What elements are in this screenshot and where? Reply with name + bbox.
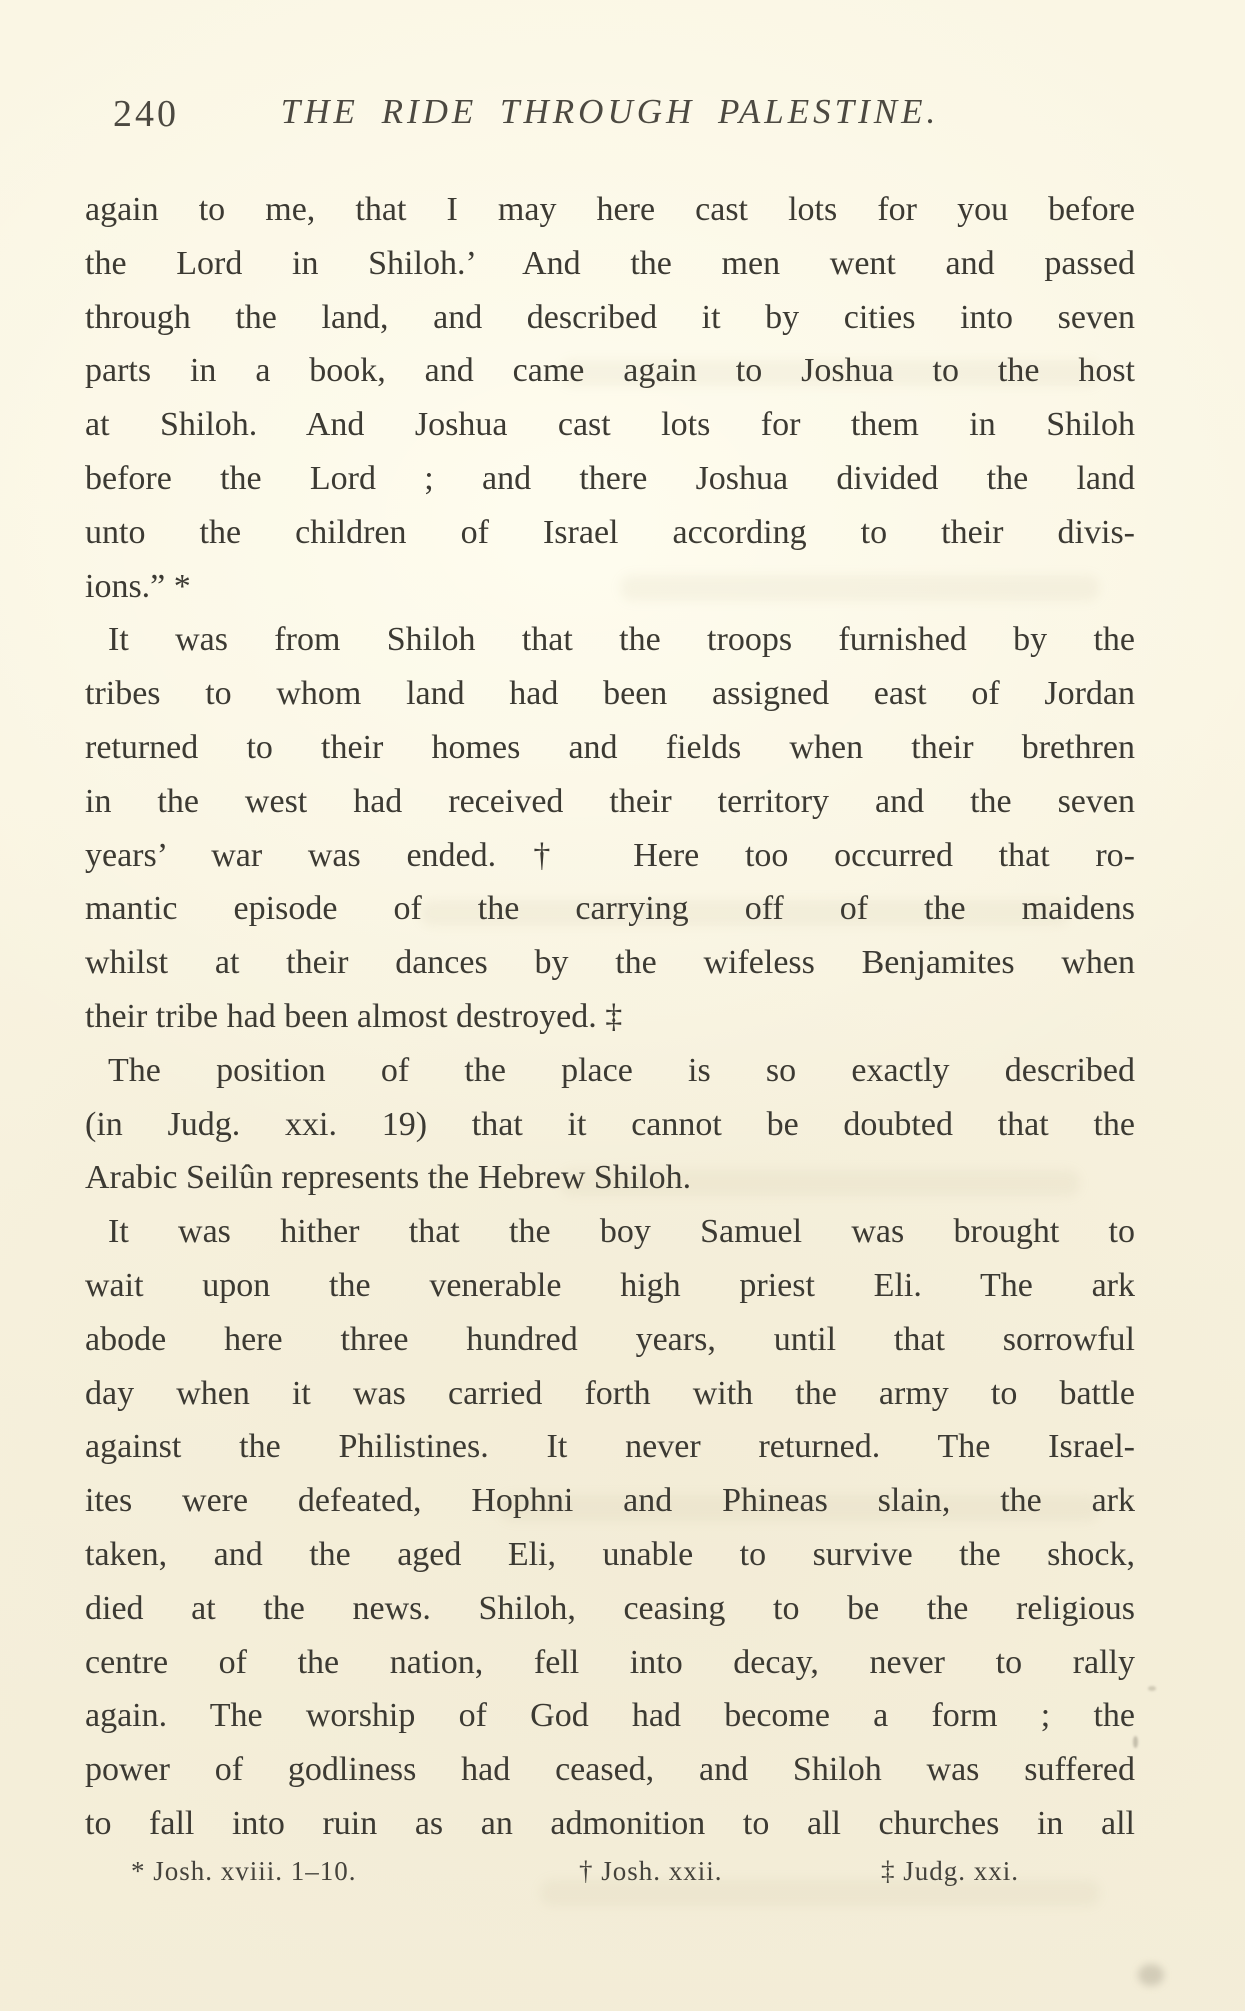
paragraph <box>85 1205 1135 1851</box>
text-line: It was from Shiloh that the troops furnished by the <box>108 621 1135 659</box>
text-line: ions.” * <box>85 567 191 605</box>
text-line: centre of the nation, fell into decay, never to rally <box>85 1643 1135 1681</box>
body-text <box>85 183 1135 1851</box>
page-number: 240 <box>113 93 179 135</box>
text-line: against the Philistines. It never returned. The Israel- <box>85 1428 1135 1466</box>
footnotes <box>85 1856 1135 1900</box>
text-line: the Lord in Shiloh.’ And the men went and passed <box>85 244 1135 282</box>
running-header-title: THE RIDE THROUGH PALESTINE. <box>280 92 940 131</box>
text-line: parts in a book, and came again to Joshua to the host <box>85 352 1135 390</box>
text-line: tribes to whom land had been assigned east of Jordan <box>85 675 1135 713</box>
text-line: years’ war was ended.† Here too occurred that ro- <box>85 836 1135 874</box>
paragraph <box>85 1044 1135 1205</box>
scan-smudge <box>1138 1964 1164 1986</box>
running-header <box>85 92 1135 136</box>
paragraph <box>85 183 1135 613</box>
text-line: Arabic Seilûn represents the Hebrew Shiloh. <box>85 1159 692 1197</box>
text-line: again to me, that I may here cast lots for you before <box>85 191 1135 228</box>
footnote-2: † Josh. xxii. <box>579 1856 723 1886</box>
text-line: before the Lord ; and there Joshua divided the land <box>85 459 1135 497</box>
footnote-3: ‡ Judg. xxi. <box>881 1856 1020 1886</box>
text-line: died at the news. Shiloh, ceasing to be the religious <box>85 1589 1135 1627</box>
text-line: their tribe had been almost destroyed. ‡ <box>85 997 623 1035</box>
paragraph <box>85 613 1135 1043</box>
text-line: at Shiloh. And Joshua cast lots for them in Shiloh <box>85 406 1135 444</box>
scan-smudge <box>1148 1686 1156 1691</box>
text-line: unto the children of Israel according to their divis- <box>85 513 1135 551</box>
text-line: abode here three hundred years, until that sorrowful <box>85 1320 1135 1358</box>
text-line: in the west had received their territory and the seven <box>85 782 1135 820</box>
text-line: ites were defeated, Hophni and Phineas slain, the ark <box>85 1482 1135 1520</box>
text-line: whilst at their dances by the wifeless Benjamites when <box>85 944 1135 982</box>
text-line: returned to their homes and fields when their brethren <box>85 728 1135 766</box>
text-line: again. The worship of God had become a form ; the <box>85 1697 1135 1735</box>
text-line: wait upon the venerable high priest Eli. The ark <box>85 1266 1135 1304</box>
text-line: power of godliness had ceased, and Shiloh was suffered <box>85 1751 1135 1789</box>
text-line: (in Judg. xxi. 19) that it cannot be doubted that the <box>85 1105 1135 1143</box>
text-line: through the land, and described it by cities into seven <box>85 298 1135 336</box>
text-line: mantic episode of the carrying off of the maidens <box>85 890 1135 928</box>
text-line: It was hither that the boy Samuel was brought to <box>108 1213 1135 1251</box>
text-line: taken, and the aged Eli, unable to survive the shock, <box>85 1535 1135 1573</box>
text-line: The position of the place is so exactly described <box>108 1051 1135 1089</box>
text-line: to fall into ruin as an admonition to all churches in all <box>85 1804 1135 1842</box>
footnote-1: * Josh. xviii. 1–10. <box>131 1856 357 1886</box>
text-line: day when it was carried forth with the army to battle <box>85 1374 1135 1412</box>
